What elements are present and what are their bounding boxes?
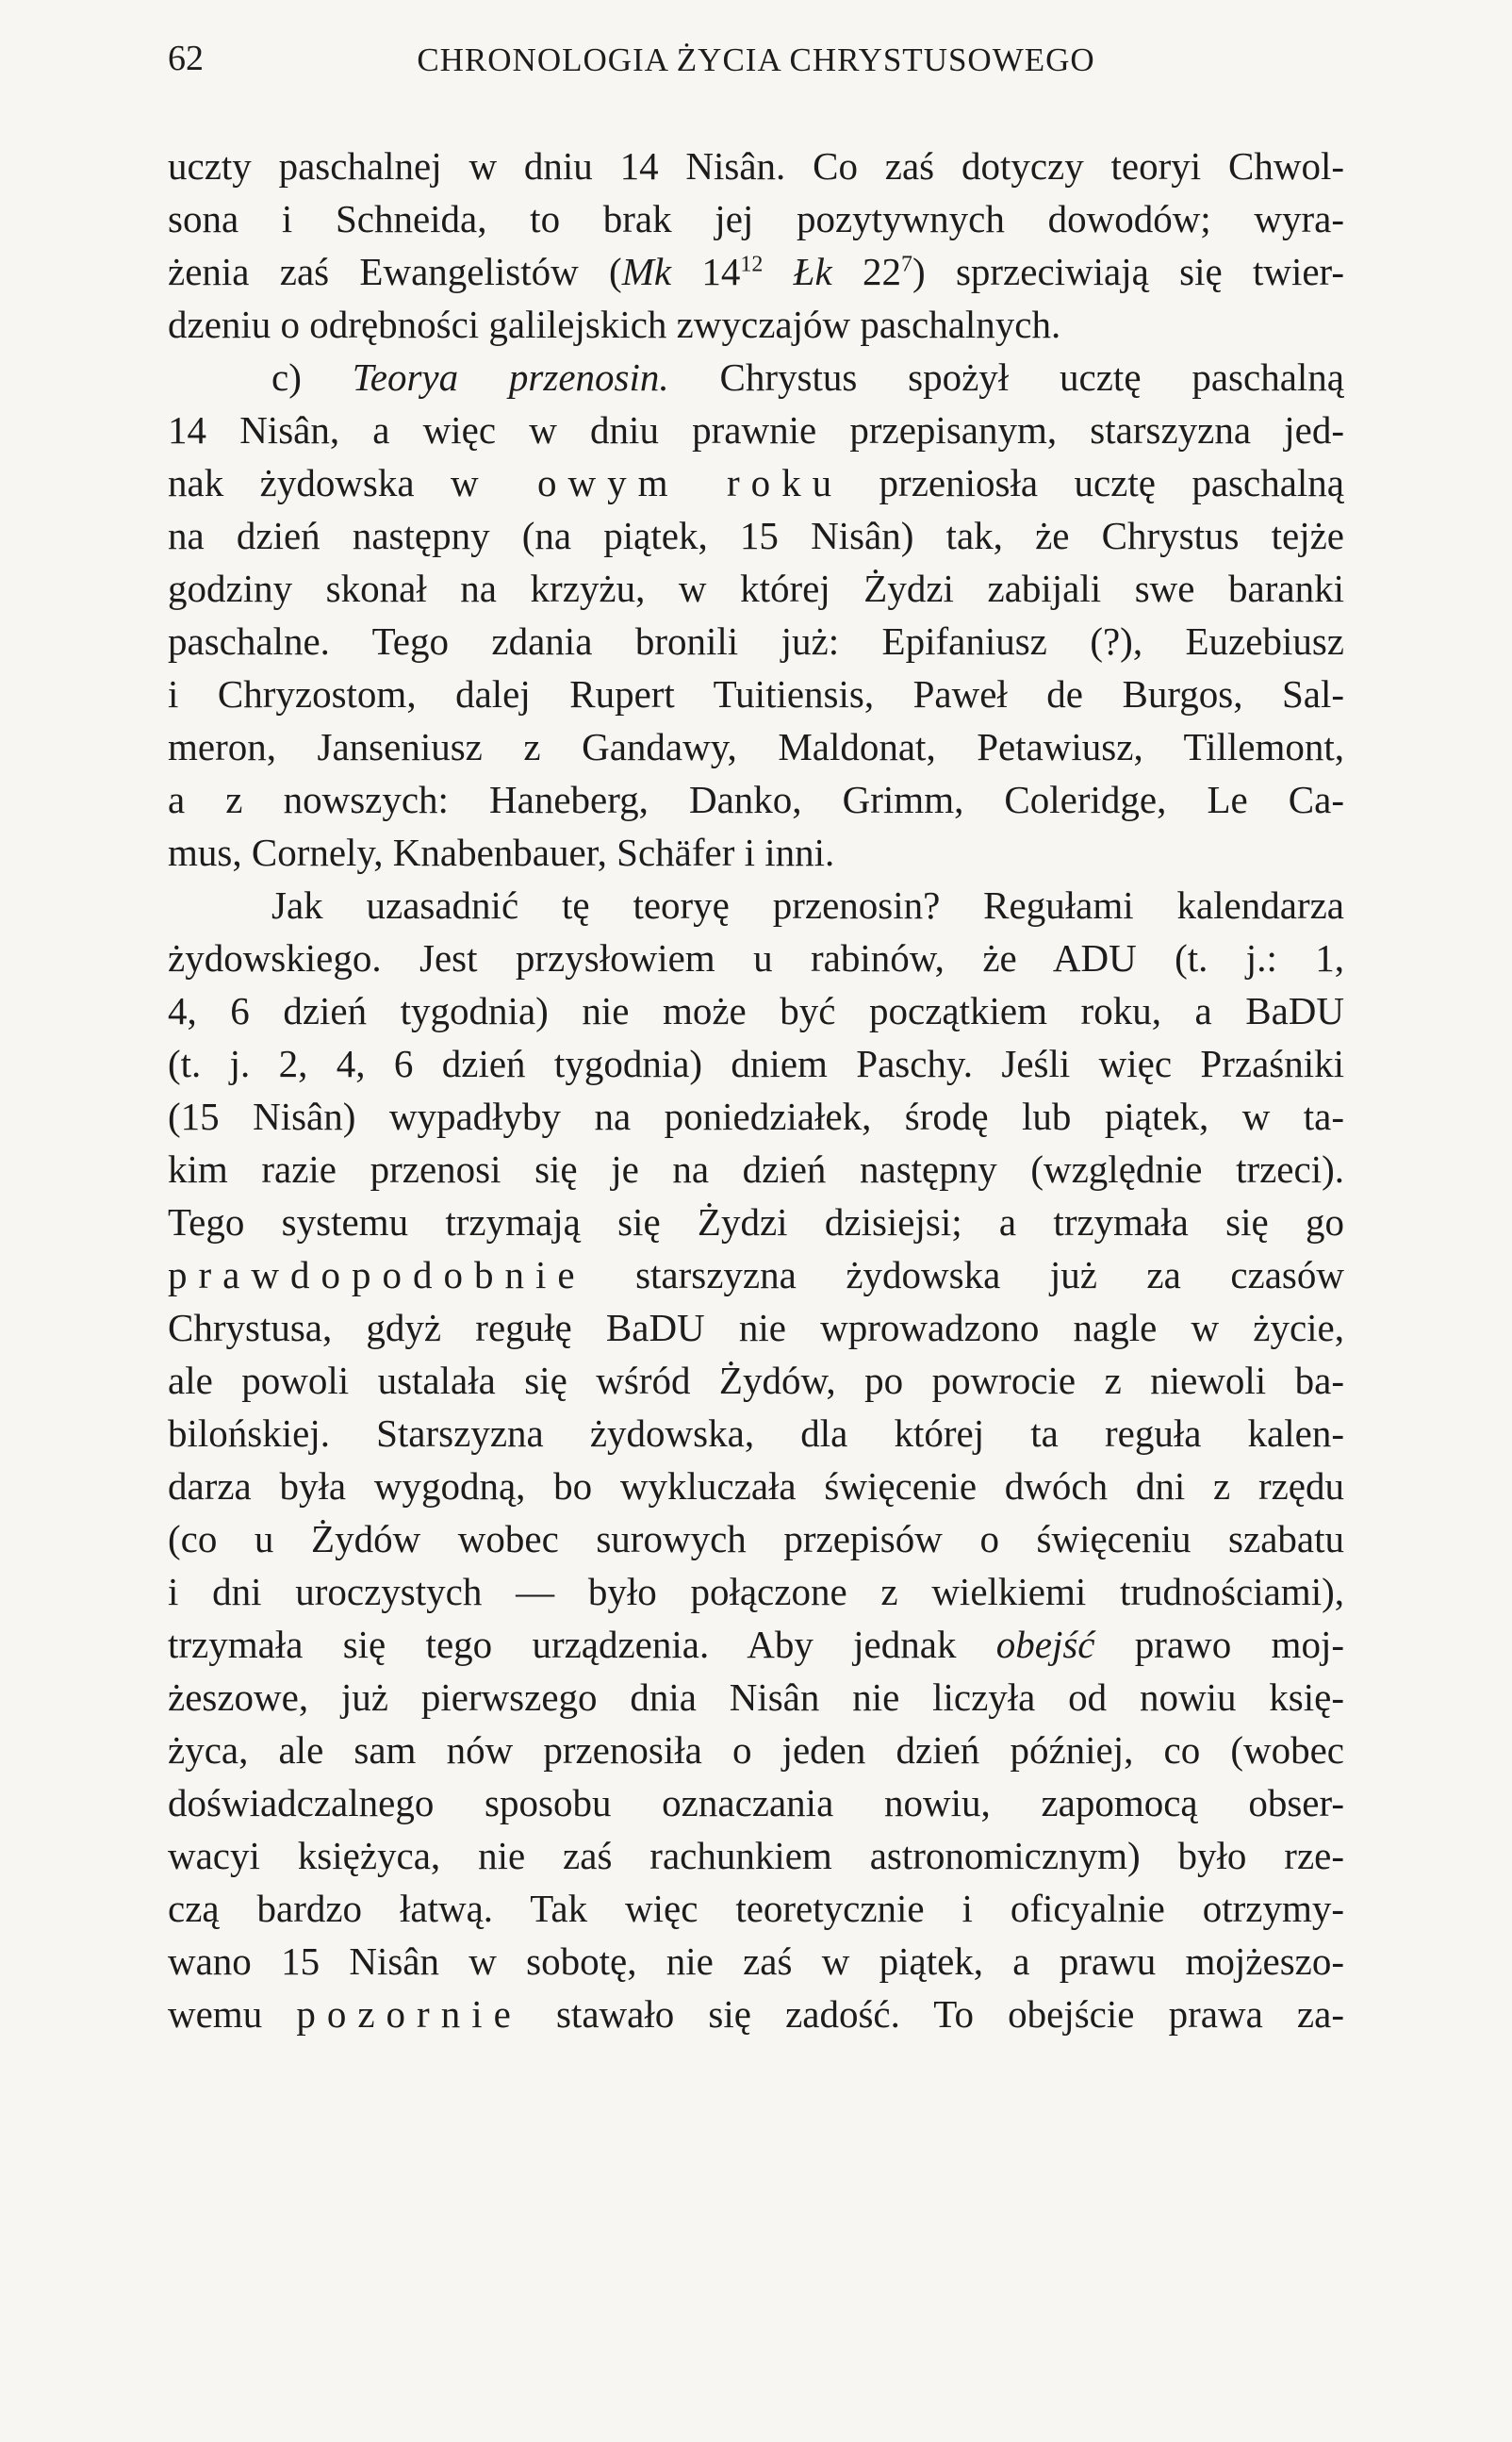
- text-line: doświadczalnego sposobu oznaczania nowiu, zapomocą obser-: [168, 1781, 1344, 1824]
- text-line: i dni uroczystych — było połączone z wielkiemi trudnościami),: [168, 1570, 1344, 1613]
- text-line: żenia zaś Ewangelistów (Mk $14^{12}$ Łk $22^7$) sprzeciwiają się twier-: [168, 250, 1344, 293]
- text-line: ale powoli ustalała się wśród Żydów, po powrocie z niewoli ba-: [168, 1359, 1344, 1402]
- text-line: życa, ale sam nów przenosiła o jeden dzień później, co (wobec: [168, 1728, 1344, 1772]
- text-line: czą bardzo łatwą. Tak więc teoretycznie i oficyalnie otrzymy-: [168, 1887, 1344, 1930]
- text-line: Jak uzasadnić tę teoryę przenosin? Regułami kalendarza: [271, 883, 1344, 927]
- text-line: wemu pozornie stawało się zadość. To obejście prawa za-: [168, 1992, 1344, 2036]
- text-line: sona i Schneida, to brak jej pozytywnych dowodów; wyra-: [168, 197, 1344, 240]
- text-line: Chrystusa, gdyż regułę BaDU nie wprowadzono nagle w życie,: [168, 1306, 1344, 1349]
- text-line: a z nowszych: Haneberg, Danko, Grimm, Coleridge, Le Ca-: [168, 778, 1344, 821]
- text-line: (t. j. 2, 4, 6 dzień tygodnia) dniem Paschy. Jeśli więc Przaśniki: [168, 1042, 1344, 1085]
- text-line: 14 Nisân, a więc w dniu prawnie przepisanym, starszyzna jed-: [168, 408, 1344, 452]
- text-line: dzeniu o odrębności galilejskich zwyczajów paschalnych.: [168, 303, 1061, 346]
- text-line: trzymała się tego urządzenia. Aby jednak obejść prawo moj-: [168, 1623, 1344, 1666]
- text-line: mus, Cornely, Knabenbauer, Schäfer i inni.: [168, 831, 835, 874]
- text-line: uczty paschalnej w dniu 14 Nisân. Co zaś dotyczy teoryi Chwol-: [168, 144, 1344, 188]
- page-header: [168, 38, 1344, 94]
- text-line: nak żydowska w owym roku przeniosła ucztę paschalną: [168, 461, 1344, 504]
- text-line: żeszowe, już pierwszego dnia Nisân nie liczyła od nowiu księ-: [168, 1675, 1344, 1719]
- text-line: 4, 6 dzień tygodnia) nie może być początkiem roku, a BaDU: [168, 989, 1344, 1032]
- text-line: meron, Janseniusz z Gandawy, Maldonat, Petawiusz, Tillemont,: [168, 725, 1344, 768]
- text-line: prawdopodobnie starszyzna żydowska już za czasów: [168, 1253, 1344, 1296]
- text-line: paschalne. Tego zdania bronili już: Epifaniusz (?), Euzebiusz: [168, 619, 1344, 663]
- text-line: na dzień następny (na piątek, 15 Nisân) tak, że Chrystus tejże: [168, 514, 1344, 557]
- text-line: wano 15 Nisân w sobotę, nie zaś w piątek, a prawu mojżeszo-: [168, 1939, 1344, 1983]
- text-line: godziny skonał na krzyżu, w której Żydzi zabijali swe baranki: [168, 567, 1344, 610]
- text-line: bilońskiej. Starszyzna żydowska, dla której ta reguła kalen-: [168, 1411, 1344, 1455]
- text-line: c) Teorya przenosin. Chrystus spożył ucztę paschalną: [271, 355, 1344, 399]
- text-line: wacyi księżyca, nie zaś rachunkiem astronomicznym) było rze-: [168, 1834, 1344, 1877]
- running-title: CHRONOLOGIA ŻYCIA CHRYSTUSOWEGO: [417, 41, 1095, 78]
- text-line: kim razie przenosi się je na dzień następny (względnie trzeci).: [168, 1147, 1344, 1191]
- text-line: (co u Żydów wobec surowych przepisów o święceniu szabatu: [168, 1517, 1344, 1560]
- text-line: Tego systemu trzymają się Żydzi dzisiejsi; a trzymała się go: [168, 1200, 1344, 1244]
- text-line: żydowskiego. Jest przysłowiem u rabinów, że ADU (t. j.: 1,: [168, 936, 1344, 980]
- page-number: 62: [168, 39, 204, 78]
- text-line: (15 Nisân) wypadłyby na poniedziałek, środę lub piątek, w ta-: [168, 1095, 1344, 1138]
- text-line: darza była wygodną, bo wykluczała święcenie dwóch dni z rzędu: [168, 1464, 1344, 1508]
- text-line: i Chryzostom, dalej Rupert Tuitiensis, Paweł de Burgos, Sal-: [168, 672, 1344, 716]
